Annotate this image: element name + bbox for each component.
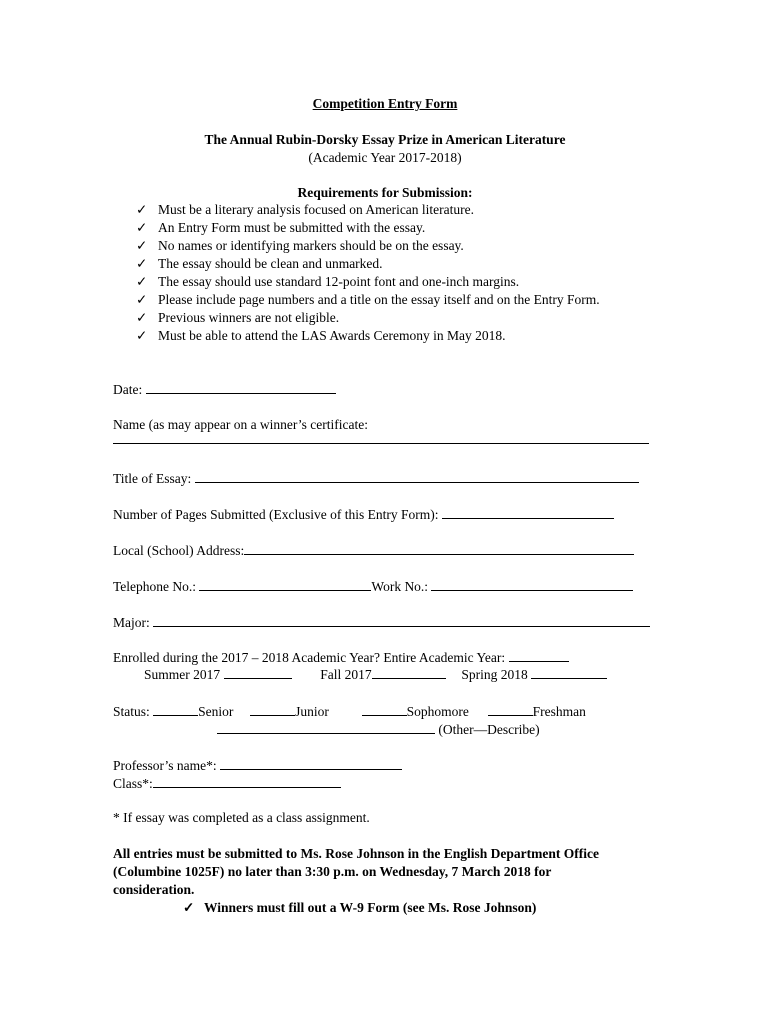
name-field[interactable] [113, 430, 649, 444]
major-label: Major: [113, 615, 150, 630]
requirements-heading: Requirements for Submission: [297, 185, 473, 200]
title-label: Title of Essay: [113, 471, 192, 486]
checkmark-icon: ✓ [136, 328, 148, 343]
pages-row [113, 505, 614, 524]
status-label: Status: [113, 704, 150, 719]
telephone-row [113, 577, 633, 596]
footnote: * If essay was completed as a class assignment. [113, 810, 370, 825]
enrolled-label: Enrolled during the 2017 – 2018 Academic Year? Entire Academic Year: [113, 650, 506, 665]
address-row [113, 541, 634, 560]
date-label: Date: [113, 382, 143, 397]
address-field[interactable] [244, 541, 634, 555]
checkmark-icon: ✓ [136, 292, 148, 307]
requirement-text: Must be a literary analysis focused on American literature. [158, 202, 475, 217]
fall-label: Fall 2017 [320, 667, 372, 682]
major-field[interactable] [153, 613, 650, 627]
checkmark-icon: ✓ [136, 238, 148, 253]
title-row [113, 469, 639, 488]
professor-field[interactable] [220, 756, 402, 770]
telephone-field[interactable] [199, 577, 371, 591]
status-row [113, 702, 586, 721]
telephone-label: Telephone No.: [113, 579, 197, 594]
date-field[interactable] [146, 380, 336, 394]
status-sophomore: Sophomore [406, 704, 469, 719]
requirement-text: No names or identifying markers should be on the essay. [158, 238, 464, 253]
entire-year-field[interactable] [509, 648, 569, 662]
status-freshman: Freshman [532, 704, 586, 719]
checkmark-icon: ✓ [136, 256, 148, 271]
other-status-field[interactable] [217, 720, 435, 734]
professor-row [113, 756, 402, 775]
status-junior: Junior [295, 704, 329, 719]
pages-label: Number of Pages Submitted (Exclusive of this Entry Form): [113, 507, 439, 522]
class-field[interactable] [153, 774, 341, 788]
spring-label: Spring 2018 [461, 667, 528, 682]
submission-line-3: consideration. [113, 882, 195, 897]
academic-year: (Academic Year 2017-2018) [308, 150, 462, 165]
summer-field[interactable] [224, 665, 292, 679]
date-row [113, 380, 336, 399]
submission-line-1: All entries must be submitted to Ms. Rose Johnson in the English Department Office [113, 846, 599, 861]
requirement-text: The essay should use standard 12-point font and one-inch margins. [158, 274, 520, 289]
checkmark-icon: ✓ [136, 202, 148, 217]
junior-field[interactable] [250, 702, 295, 716]
major-row [113, 613, 650, 632]
checkmark-icon: ✓ [183, 900, 195, 915]
work-phone-field[interactable] [431, 577, 633, 591]
pages-field[interactable] [442, 505, 614, 519]
address-label: Local (School) Address: [113, 543, 245, 558]
requirement-text: Previous winners are not eligible. [158, 310, 340, 325]
submission-line-2: (Columbine 1025F) no later than 3:30 p.m. on Wednesday, 7 March 2018 for [113, 864, 552, 879]
essay-title-field[interactable] [195, 469, 639, 483]
checkmark-icon: ✓ [136, 274, 148, 289]
status-senior: Senior [198, 704, 234, 719]
class-row [113, 774, 341, 793]
work-label: Work No.: [371, 579, 429, 594]
class-label: Class*: [113, 776, 153, 791]
status-other: (Other—Describe) [438, 722, 540, 737]
professor-label: Professor’s name*: [113, 758, 217, 773]
prize-name: The Annual Rubin-Dorsky Essay Prize in American Literature [204, 132, 566, 147]
requirement-text: Please include page numbers and a title on the essay itself and on the Entry Form. [158, 292, 600, 307]
sophomore-field[interactable] [362, 702, 407, 716]
other-status-row [217, 720, 540, 739]
requirement-text: Must be able to attend the LAS Awards Ceremony in May 2018. [158, 328, 506, 343]
summer-label: Summer 2017 [144, 667, 221, 682]
semester-row [144, 665, 607, 684]
fall-field[interactable] [372, 665, 446, 679]
spring-field[interactable] [531, 665, 607, 679]
requirement-text: An Entry Form must be submitted with the essay. [158, 220, 426, 235]
requirement-text: The essay should be clean and unmarked. [158, 256, 383, 271]
senior-field[interactable] [153, 702, 198, 716]
checkmark-icon: ✓ [136, 220, 148, 235]
freshman-field[interactable] [488, 702, 533, 716]
w9-note: Winners must fill out a W-9 Form (see Ms. Rose Johnson) [204, 900, 537, 915]
checkmark-icon: ✓ [136, 310, 148, 325]
name-label: Name (as may appear on a winner’s certificate: [113, 417, 369, 432]
form-title: Competition Entry Form [312, 96, 458, 111]
